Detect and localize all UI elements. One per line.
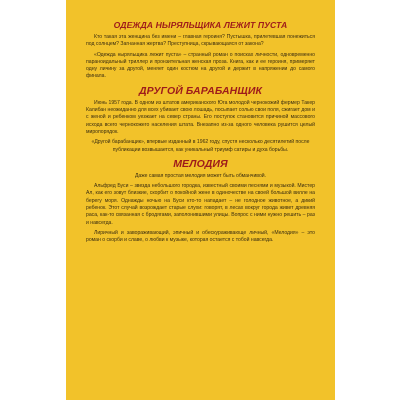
section-paragraph: «Одежда ныряльщика лежит пуста» – странный роман о поисках личности, одновременно параноидальный триллер и пронзительная женская проза. Книга, как и ее героиня, примеряет одну личину за другой, меняет один костюм на другой и держит в напряжении до самого финала. <box>86 51 315 80</box>
section-paragraph: Лиричный и завораживающий, эпичный и обескураживающе личный, «Мелодия» – это роман о скорби и славе, о любви к музыке, которая остается с тобой навсегда. <box>86 229 315 244</box>
section-different-drummer <box>86 85 315 154</box>
section-paragraph: Альфред Буси – звезда небольшого городка, известный своими песнями и музыкой. Мистер Ал, как его зовут близкие, скорбит о покойной жене в одиночестве на своей большой вилле на берегу моря. Однажды ночью на Буси кто-то нападает – не голодное животное, а дикий ребенок. Этот случай возрождает старые слухи: говорят, в лесах вокруг города живет древняя раса, как-то связанная с бродягами, заполонившими улицы. Вопрос с ними нужно решить – раз и навсегда. <box>86 183 315 226</box>
section-paragraph: Июнь 1957 года. В одном из штатов американского Юга молодой чернокожий фермер Такер Калибан неожиданно для всех убивает свою лошадь, посыпает солью свои поля, сжигает дом и с женой и ребенком уезжает на север страны. Его поступок становится причиной массового исхода всего чернокожего населения штата. Внезапно из-за одного человека рушится целый миропорядок. <box>86 99 315 135</box>
section-paragraph: Даже самая простая мелодия может быть обманчивой. <box>134 172 267 179</box>
book-back-cover <box>66 0 335 400</box>
section-title: МЕЛОДИЯ <box>173 157 228 170</box>
section-melody <box>86 158 315 245</box>
section-paragraph: «Другой барабанщик», впервые изданный в 1962 году, спустя несколько десятилетий после публикации возвышается, как уникальный триумф сатиры и духа борьбы. <box>91 139 310 153</box>
section-title: ОДЕЖДА НЫРЯЛЬЩИКА ЛЕЖИТ ПУСТА <box>113 20 288 30</box>
section-diver-clothes <box>86 20 315 81</box>
section-paragraph: Кто такая эта женщина без имени – главная героиня? Пустышка, прилетевшая понежиться под солнцем? Загнанная жертва? Преступница, скрывающаяся от закона? <box>86 34 315 48</box>
section-title: ДРУГОЙ БАРАБАНЩИК <box>138 84 263 97</box>
